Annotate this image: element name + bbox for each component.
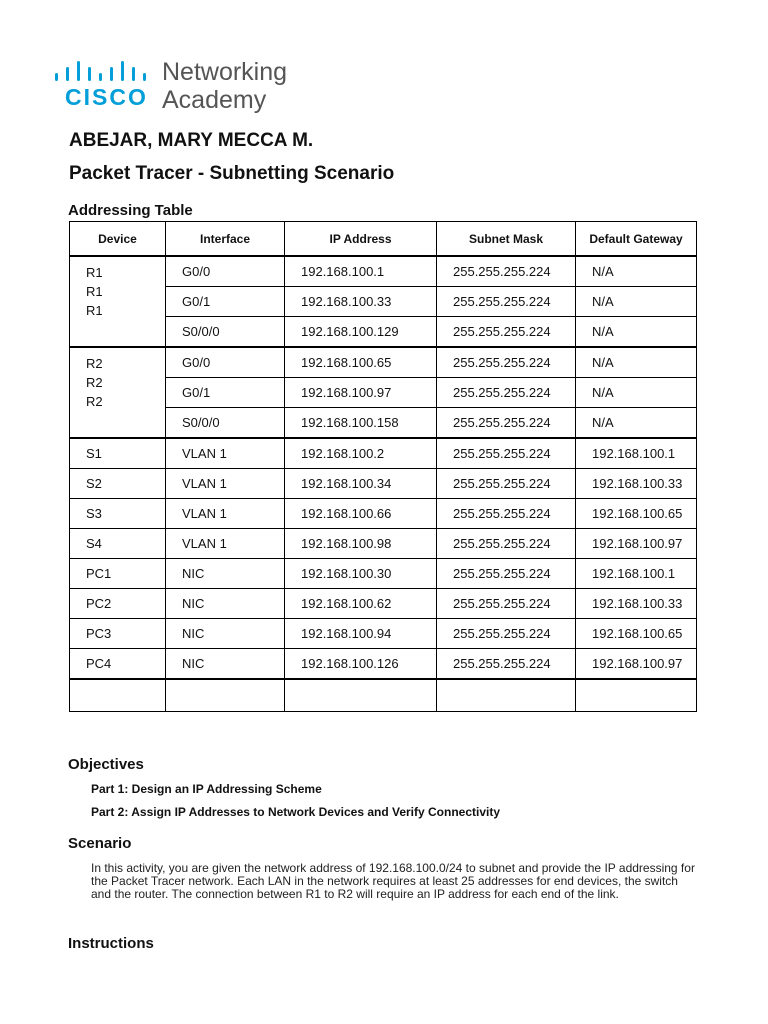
gateway-cell: N/A bbox=[576, 317, 697, 348]
gateway-cell: 192.168.100.33 bbox=[576, 469, 697, 499]
ip-cell: 192.168.100.2 bbox=[285, 438, 437, 469]
device-cell: PC1 bbox=[70, 559, 166, 589]
gateway-cell: N/A bbox=[576, 256, 697, 287]
table-row bbox=[70, 438, 697, 469]
gateway-cell: 192.168.100.97 bbox=[576, 649, 697, 680]
objective-item: Part 1: Design an IP Addressing Scheme bbox=[91, 782, 322, 796]
interface-cell: NIC bbox=[166, 559, 285, 589]
interface-cell: VLAN 1 bbox=[166, 438, 285, 469]
logo-brand-text: CISCO bbox=[65, 84, 148, 110]
interface-cell: NIC bbox=[166, 619, 285, 649]
ip-cell: 192.168.100.158 bbox=[285, 408, 437, 439]
mask-cell: 255.255.255.224 bbox=[437, 529, 576, 559]
mask-cell: 255.255.255.224 bbox=[437, 619, 576, 649]
device-label: R2 bbox=[86, 356, 103, 371]
ip-cell: 192.168.100.66 bbox=[285, 499, 437, 529]
device-cell: S4 bbox=[70, 529, 166, 559]
mask-cell: 255.255.255.224 bbox=[437, 408, 576, 439]
interface-cell: VLAN 1 bbox=[166, 529, 285, 559]
table-row bbox=[70, 499, 697, 529]
gateway-cell: 192.168.100.1 bbox=[576, 559, 697, 589]
empty-cell bbox=[576, 679, 697, 712]
mask-cell: 255.255.255.224 bbox=[437, 347, 576, 378]
interface-cell: NIC bbox=[166, 649, 285, 680]
table-row bbox=[70, 559, 697, 589]
interface-cell: S0/0/0 bbox=[166, 317, 285, 348]
interface-cell: VLAN 1 bbox=[166, 499, 285, 529]
gateway-cell: N/A bbox=[576, 408, 697, 439]
mask-cell: 255.255.255.224 bbox=[437, 287, 576, 317]
ip-cell: 192.168.100.97 bbox=[285, 378, 437, 408]
ip-cell: 192.168.100.34 bbox=[285, 469, 437, 499]
mask-cell: 255.255.255.224 bbox=[437, 317, 576, 348]
interface-cell: G0/0 bbox=[166, 256, 285, 287]
mask-cell: 255.255.255.224 bbox=[437, 499, 576, 529]
mask-cell: 255.255.255.224 bbox=[437, 438, 576, 469]
ip-cell: 192.168.100.126 bbox=[285, 649, 437, 680]
table-header-row bbox=[70, 222, 697, 257]
ip-cell: 192.168.100.30 bbox=[285, 559, 437, 589]
table-row bbox=[70, 469, 697, 499]
column-header-interface: Interface bbox=[166, 222, 285, 257]
device-label: R2 bbox=[86, 375, 103, 390]
device-cell: S2 bbox=[70, 469, 166, 499]
column-header-subnet-mask: Subnet Mask bbox=[437, 222, 576, 257]
table-row bbox=[70, 649, 697, 680]
device-cell bbox=[70, 256, 166, 347]
addressing-table bbox=[69, 221, 697, 712]
device-cell: PC3 bbox=[70, 619, 166, 649]
interface-cell: S0/0/0 bbox=[166, 408, 285, 439]
ip-cell: 192.168.100.98 bbox=[285, 529, 437, 559]
gateway-cell: N/A bbox=[576, 287, 697, 317]
empty-cell bbox=[437, 679, 576, 712]
cisco-networking-academy-logo bbox=[52, 56, 312, 116]
device-label: R2 bbox=[86, 394, 103, 409]
device-label: R1 bbox=[86, 265, 103, 280]
mask-cell: 255.255.255.224 bbox=[437, 649, 576, 680]
column-header-ip-address: IP Address bbox=[285, 222, 437, 257]
gateway-cell: 192.168.100.1 bbox=[576, 438, 697, 469]
addressing-table-heading: Addressing Table bbox=[68, 202, 193, 219]
instructions-heading: Instructions bbox=[68, 935, 154, 952]
column-header-default-gateway: Default Gateway bbox=[576, 222, 697, 257]
logo-line-2: Academy bbox=[162, 86, 267, 114]
device-label: R1 bbox=[86, 284, 103, 299]
scenario-heading: Scenario bbox=[68, 835, 132, 852]
table-row bbox=[70, 347, 697, 378]
mask-cell: 255.255.255.224 bbox=[437, 378, 576, 408]
ip-cell: 192.168.100.33 bbox=[285, 287, 437, 317]
gateway-cell: N/A bbox=[576, 347, 697, 378]
table-row bbox=[70, 619, 697, 649]
mask-cell: 255.255.255.224 bbox=[437, 559, 576, 589]
empty-cell bbox=[70, 679, 166, 712]
device-cell: S1 bbox=[70, 438, 166, 469]
empty-cell bbox=[285, 679, 437, 712]
ip-cell: 192.168.100.62 bbox=[285, 589, 437, 619]
interface-cell: NIC bbox=[166, 589, 285, 619]
mask-cell: 255.255.255.224 bbox=[437, 589, 576, 619]
table-row-empty bbox=[70, 679, 697, 712]
gateway-cell: N/A bbox=[576, 378, 697, 408]
ip-cell: 192.168.100.129 bbox=[285, 317, 437, 348]
table-row bbox=[70, 589, 697, 619]
gateway-cell: 192.168.100.33 bbox=[576, 589, 697, 619]
device-cell: PC4 bbox=[70, 649, 166, 680]
objective-item: Part 2: Assign IP Addresses to Network Devices and Verify Connectivity bbox=[91, 805, 501, 819]
gateway-cell: 192.168.100.97 bbox=[576, 529, 697, 559]
author-name: ABEJAR, MARY MECCA M. bbox=[69, 130, 314, 151]
scenario-paragraph: In this activity, you are given the network address of 192.168.100.0/24 to subnet and provide the IP addressing for the Packet Tracer network. Each LAN in the network requires at least 25 addresses for end devices, the switch and the router. The connection between R1 to R2 will require an IP address for each end of the link. bbox=[91, 861, 695, 901]
device-cell bbox=[70, 347, 166, 438]
interface-cell: G0/0 bbox=[166, 347, 285, 378]
table-row bbox=[70, 529, 697, 559]
cisco-bars-icon bbox=[55, 59, 150, 81]
ip-cell: 192.168.100.94 bbox=[285, 619, 437, 649]
gateway-cell: 192.168.100.65 bbox=[576, 499, 697, 529]
logo-line-1: Networking bbox=[162, 58, 288, 86]
objectives-heading: Objectives bbox=[68, 756, 144, 773]
mask-cell: 255.255.255.224 bbox=[437, 256, 576, 287]
gateway-cell: 192.168.100.65 bbox=[576, 619, 697, 649]
table-row bbox=[70, 256, 697, 287]
interface-cell: G0/1 bbox=[166, 378, 285, 408]
interface-cell: G0/1 bbox=[166, 287, 285, 317]
device-label: R1 bbox=[86, 303, 103, 318]
interface-cell: VLAN 1 bbox=[166, 469, 285, 499]
mask-cell: 255.255.255.224 bbox=[437, 469, 576, 499]
empty-cell bbox=[166, 679, 285, 712]
page-title: Packet Tracer - Subnetting Scenario bbox=[69, 163, 395, 184]
ip-cell: 192.168.100.65 bbox=[285, 347, 437, 378]
device-cell: S3 bbox=[70, 499, 166, 529]
column-header-device: Device bbox=[70, 222, 166, 257]
device-cell: PC2 bbox=[70, 589, 166, 619]
ip-cell: 192.168.100.1 bbox=[285, 256, 437, 287]
